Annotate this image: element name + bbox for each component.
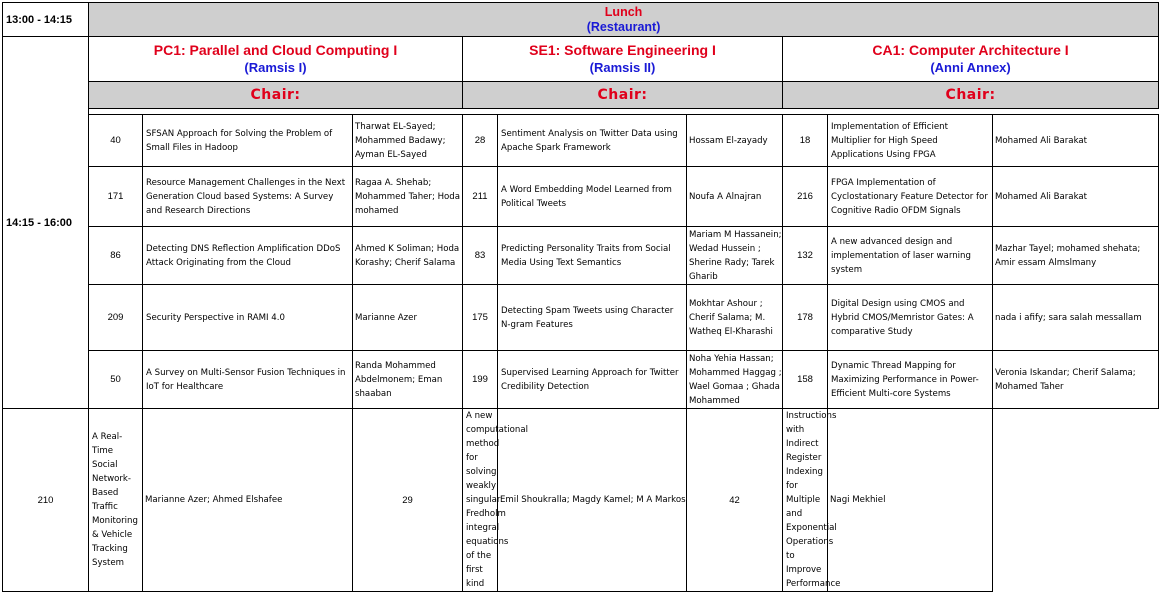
paper-id: 211 — [463, 167, 498, 227]
paper-id: 29 — [353, 409, 463, 592]
paper-title: Dynamic Thread Mapping for Maximizing Performance in Power-Efficient Multi-core Systems — [828, 351, 993, 409]
chair-pc1: Chair: — [89, 82, 463, 109]
paper-authors: Marianne Azer; Ahmed Elshafee — [143, 409, 353, 592]
chair-se1: Chair: — [463, 82, 783, 109]
paper-title: Predicting Personality Traits from Social Media Using Text Semantics — [498, 227, 687, 285]
paper-authors: Tharwat EL-Sayed; Mohammed Badawy; Ayman EL-Sayed — [353, 115, 463, 167]
paper-id: 199 — [463, 351, 498, 409]
table-row — [3, 409, 1159, 592]
paper-id: 18 — [783, 115, 828, 167]
paper-id: 86 — [89, 227, 143, 285]
paper-title: Security Perspective in RAMI 4.0 — [143, 285, 353, 351]
session-header-ca1 — [783, 37, 1159, 82]
paper-title: Detecting DNS Reflection Amplification DDoS Attack Originating from the Cloud — [143, 227, 353, 285]
paper-title: A Real-Time Social Network- Based Traffic Monitoring & Vehicle Tracking System — [89, 409, 143, 592]
paper-authors: Mariam M Hassanein; Wedad Hussein ; Sherine Rady; Tarek Gharib — [687, 227, 783, 285]
session-room: (Anni Annex) — [930, 60, 1011, 75]
paper-title: Instructions with Indirect Register Indexing for Multiple and Exponential Operations to Improve Performance — [783, 409, 828, 592]
paper-authors: Nagi Mekhiel — [828, 409, 993, 592]
paper-title: A new computational method for solving weakly singular Fredholm integral equations of the first kind — [463, 409, 498, 592]
paper-title: A Survey on Multi-Sensor Fusion Techniques in IoT for Healthcare — [143, 351, 353, 409]
paper-authors: Mokhtar Ashour ; Cherif Salama; M. Watheq El-Kharashi — [687, 285, 783, 351]
paper-title: FPGA Implementation of Cyclostationary Feature Detector for Cognitive Radio OFDM Signals — [828, 167, 993, 227]
lunch-location: (Restaurant) — [586, 19, 661, 34]
paper-authors: Noha Yehia Hassan; Mohammed Haggag ; Wael Gomaa ; Ghada Mohammed — [687, 351, 783, 409]
paper-authors: Randa Mohammed Abdelmonem; Eman shaaban — [353, 351, 463, 409]
paper-id: 209 — [89, 285, 143, 351]
paper-authors: nada i afify; sara salah messallam — [993, 285, 1159, 351]
paper-title: SFSAN Approach for Solving the Problem of Small Files in Hadoop — [143, 115, 353, 167]
paper-id: 210 — [3, 409, 89, 592]
paper-id: 158 — [783, 351, 828, 409]
paper-id: 40 — [89, 115, 143, 167]
chair-ca1: Chair: — [783, 82, 1159, 109]
session-header-se1 — [463, 37, 783, 82]
paper-authors: Mazhar Tayel; mohamed shehata; Amir essam Almslmany — [993, 227, 1159, 285]
session-header-pc1 — [89, 37, 463, 82]
paper-authors: Mohamed Ali Barakat — [993, 167, 1159, 227]
schedule-table — [2, 2, 1159, 592]
paper-authors: Mohamed Ali Barakat — [993, 115, 1159, 167]
table-row — [3, 227, 1159, 285]
lunch-row — [3, 3, 1159, 37]
table-row — [3, 167, 1159, 227]
paper-title: Resource Management Challenges in the Next Generation Cloud based Systems: A Survey and Research Directions — [143, 167, 353, 227]
paper-title: A Word Embedding Model Learned from Political Tweets — [498, 167, 687, 227]
paper-id: 42 — [687, 409, 783, 592]
paper-id: 132 — [783, 227, 828, 285]
lunch-title: Lunch — [604, 4, 643, 19]
paper-id: 83 — [463, 227, 498, 285]
paper-authors: Veronia Iskandar; Cherif Salama; Mohamed Taher — [993, 351, 1159, 409]
paper-id: 28 — [463, 115, 498, 167]
paper-title: Supervised Learning Approach for Twitter Credibility Detection — [498, 351, 687, 409]
paper-id: 175 — [463, 285, 498, 351]
session-title: CA1: Computer Architecture I — [872, 42, 1069, 58]
slot-time: 14:15 - 16:00 — [3, 37, 89, 409]
paper-authors: Ragaa A. Shehab; Mohammed Taher; Hoda mohamed — [353, 167, 463, 227]
paper-title: Sentiment Analysis on Twitter Data using Apache Spark Framework — [498, 115, 687, 167]
session-room: (Ramsis I) — [244, 60, 307, 75]
paper-authors: Noufa A Alnajran — [687, 167, 783, 227]
paper-title: Digital Design using CMOS and Hybrid CMOS/Memristor Gates: A comparative Study — [828, 285, 993, 351]
session-title: SE1: Software Engineering I — [529, 42, 716, 58]
paper-authors: Emil Shoukralla; Magdy Kamel; M A Markos — [498, 409, 687, 592]
paper-id: 216 — [783, 167, 828, 227]
paper-id: 50 — [89, 351, 143, 409]
session-header-row — [3, 37, 1159, 82]
paper-title: Implementation of Efficient Multiplier for High Speed Applications Using FPGA — [828, 115, 993, 167]
paper-authors: Marianne Azer — [353, 285, 463, 351]
lunch-cell — [89, 3, 1159, 37]
session-title: PC1: Parallel and Cloud Computing I — [153, 42, 398, 58]
paper-id: 178 — [783, 285, 828, 351]
lunch-time: 13:00 - 14:15 — [3, 3, 89, 37]
paper-authors: Hossam El-zayady — [687, 115, 783, 167]
table-row — [3, 351, 1159, 409]
table-row — [3, 115, 1159, 167]
paper-authors: Ahmed K Soliman; Hoda Korashy; Cherif Salama — [353, 227, 463, 285]
chair-row — [3, 82, 1159, 109]
table-row — [3, 285, 1159, 351]
session-room: (Ramsis II) — [589, 60, 656, 75]
paper-title: A new advanced design and implementation of laser warning system — [828, 227, 993, 285]
paper-id: 171 — [89, 167, 143, 227]
paper-title: Detecting Spam Tweets using Character N-gram Features — [498, 285, 687, 351]
